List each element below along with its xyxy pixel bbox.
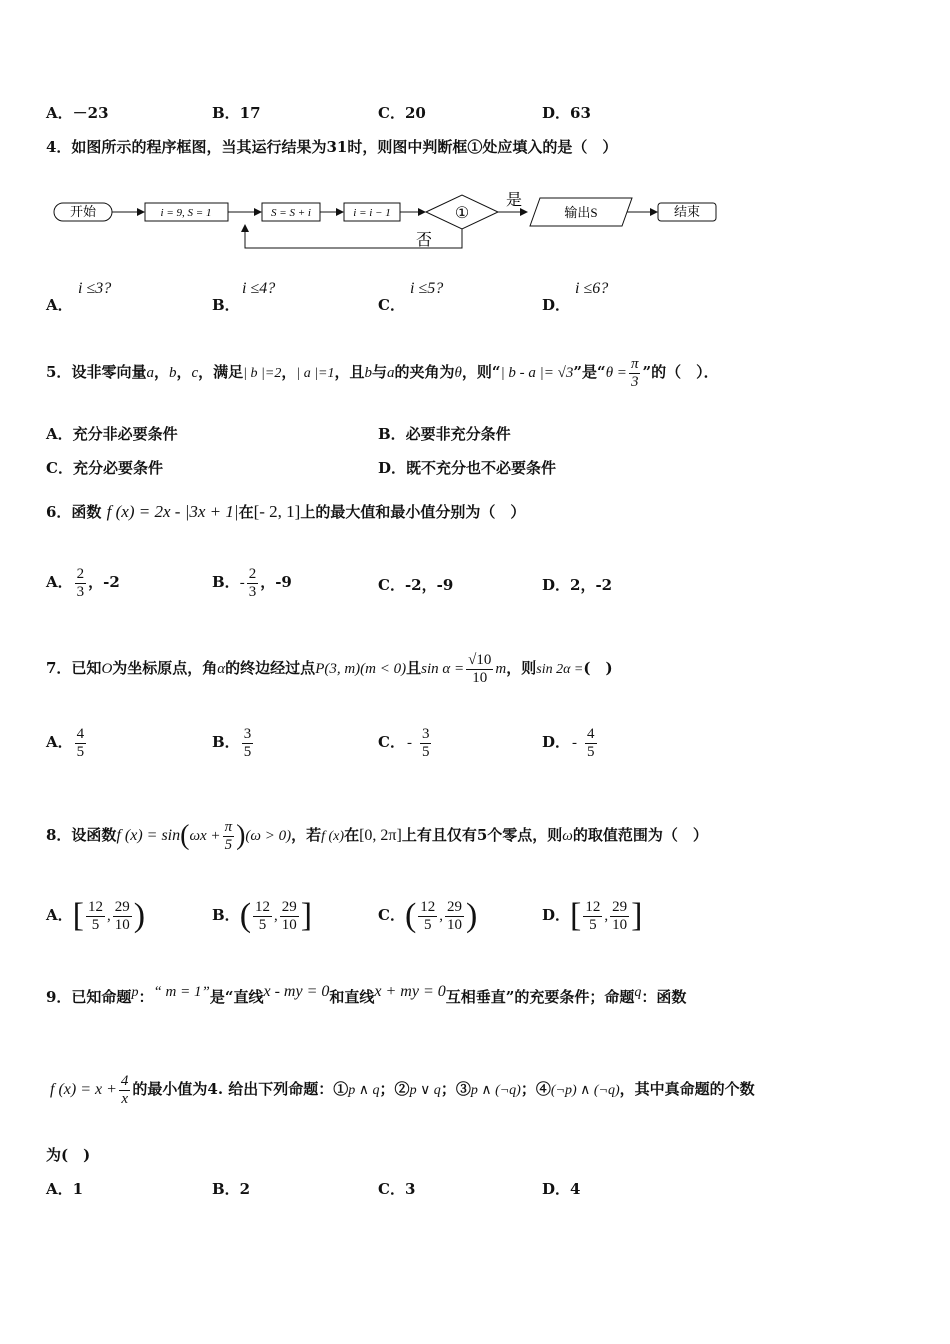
q9-option-a: A．1 bbox=[46, 1180, 84, 1198]
q9-text: ；③ bbox=[440, 1080, 471, 1098]
q5-text: ”的（ ）． bbox=[642, 363, 719, 381]
q8-interval: [0, 2π] bbox=[359, 827, 402, 844]
q7-option-d: D． - $\frac{4}{5}$ bbox=[542, 726, 595, 760]
origin-O: O bbox=[101, 661, 113, 677]
q5-text: ，则“ bbox=[461, 363, 501, 381]
q8-fx: f (x) bbox=[321, 829, 345, 844]
q5-stem: 5．设非零向量a，b，c，满足| b |=2，| a |=1，且b与a的夹角为θ，则“| b - a |= √3”是“θ = $\frac{\pi}{3}$ ”的（ ）． bbox=[46, 356, 719, 390]
fraction: $\frac{4}{5}$ bbox=[587, 726, 595, 760]
q8-stem: 8．设函数f (x) = sin(ωx + $\frac{\pi}{5}$ )(ω > 0)，若f (x)在[0, 2π]上有且仅有5个零点，则ω的取值范围为（ ） bbox=[46, 819, 708, 853]
q9-stem-line2 bbox=[50, 1054, 755, 1126]
q6-option-d: D．2，-2 bbox=[542, 576, 613, 594]
fraction: $\frac{4}{5}$ bbox=[76, 726, 85, 760]
prop-p: p bbox=[131, 985, 139, 1000]
q5-text: ”是“ bbox=[573, 363, 606, 381]
q5-vector-expr: | b - a |= √3 bbox=[500, 365, 574, 381]
q5-theta-eq: θ = bbox=[605, 365, 627, 381]
flow-yes-label: 是 bbox=[505, 192, 523, 209]
q9-option-c: C．3 bbox=[378, 1180, 416, 1198]
q5-text: ，且 bbox=[334, 363, 365, 381]
q4-option-a-expr: i ≤3? bbox=[78, 280, 112, 297]
q3-option-c: C．20 bbox=[378, 104, 426, 122]
flow-no-label: 否 bbox=[415, 232, 433, 249]
q9-text: ；④ bbox=[520, 1080, 551, 1098]
q7-option-a: A． $\frac{4}{5}$ bbox=[46, 726, 85, 760]
q9-text: 是“直线 bbox=[209, 988, 264, 1006]
q5-text: 的夹角为 bbox=[394, 363, 455, 381]
q7-text: 7．已知 bbox=[46, 659, 102, 677]
q4-option-b-label: B． bbox=[212, 296, 240, 314]
q9-text: 互相垂直”的充要条件；命题 bbox=[445, 988, 635, 1006]
q6-option-a: A． $\frac{2}{3}$ ，-2 bbox=[46, 566, 120, 600]
fraction: $\frac{3}{5}$ bbox=[243, 726, 252, 760]
q8-text: 的取值范围为（ ） bbox=[572, 826, 708, 844]
line-1: x - my = 0 bbox=[263, 983, 330, 1000]
q9-text: ： bbox=[138, 988, 154, 1006]
q4-option-c-expr: i ≤5? bbox=[410, 280, 444, 297]
omega: ω bbox=[562, 828, 573, 844]
q7-text: 且 bbox=[406, 659, 422, 677]
sin-2alpha: sin 2α = bbox=[536, 662, 584, 677]
q9-cond: “ m = 1” bbox=[153, 984, 210, 1000]
q6-text: 在 bbox=[238, 503, 254, 521]
pi-over-5: $\frac{\pi}{5}$ bbox=[224, 819, 233, 853]
vector-b: b bbox=[364, 365, 373, 381]
theta: θ bbox=[454, 365, 462, 381]
point-P: P(3, m)(m < 0) bbox=[315, 661, 407, 677]
q9-function: f (x) = x + bbox=[50, 1081, 117, 1098]
q7-text: ( ) bbox=[583, 659, 613, 677]
q7-text: 为坐标原点，角 bbox=[112, 659, 218, 677]
q4-option-d-expr: i ≤6? bbox=[575, 280, 609, 297]
q5-text: 设非零向量 bbox=[71, 363, 147, 381]
q9-text: ：函数 bbox=[641, 988, 687, 1006]
q9-expr-1: p ∧ q bbox=[348, 1083, 380, 1098]
q8-omega-cond: (ω > 0) bbox=[245, 828, 292, 844]
q6-option-c: C．-2，-9 bbox=[378, 576, 454, 594]
q9-text: 的最小值为4. 给出下列命题：① bbox=[132, 1080, 349, 1098]
line-2: x + my = 0 bbox=[374, 983, 446, 1000]
q8-text: ，若 bbox=[291, 826, 322, 844]
q3-option-d: D．63 bbox=[542, 104, 591, 122]
flow-decision-text: ① bbox=[454, 205, 470, 222]
sin-alpha: sin α = bbox=[421, 661, 465, 677]
q7-m: m bbox=[495, 661, 507, 677]
q9-option-d: D．4 bbox=[542, 1180, 581, 1198]
q5-num: 5． bbox=[46, 363, 72, 381]
q6-interval: [- 2, 1] bbox=[253, 502, 301, 521]
q4-option-a-label: A． bbox=[46, 296, 73, 314]
q7-text: 的终边经过点 bbox=[225, 659, 316, 677]
q7-option-c: C． - $\frac{3}{5}$ bbox=[378, 726, 430, 760]
flowchart bbox=[40, 185, 740, 260]
flow-init-text: i = 9, S = 1 bbox=[160, 207, 212, 219]
vector-b: b bbox=[168, 365, 177, 381]
q3-option-a: A．－23 bbox=[46, 104, 109, 122]
q5-cond-b: | b |=2 bbox=[243, 366, 282, 381]
q9-option-b: B．2 bbox=[212, 1180, 251, 1198]
q9-stem-line1 bbox=[46, 972, 686, 1017]
vector-c: c bbox=[191, 365, 199, 381]
alpha: α bbox=[217, 661, 226, 677]
q5-option-d: D．既不充分也不必要条件 bbox=[378, 459, 557, 477]
q9-stem-line3: 为( ) bbox=[46, 1146, 91, 1164]
flow-start-text: 开始 bbox=[69, 204, 97, 219]
q8-function: f (x) = sin bbox=[116, 827, 181, 844]
q4-option-b-expr: i ≤4? bbox=[242, 280, 276, 297]
q8-option-d: D．[ $\frac{12}{5}$ , $\frac{29}{10}$ ] bbox=[542, 897, 643, 934]
q9-expr-3: p ∧ (¬q) bbox=[470, 1083, 521, 1098]
q9-expr-2: p ∨ q bbox=[409, 1083, 441, 1098]
q5-text: ，满足 bbox=[198, 363, 244, 381]
q8-inner: ωx + bbox=[189, 828, 221, 844]
q7-option-b: B． $\frac{3}{5}$ bbox=[212, 726, 252, 760]
vector-a: a bbox=[146, 365, 154, 381]
flow-end-text: 结束 bbox=[673, 204, 701, 219]
q4-option-c-label: C． bbox=[378, 296, 405, 314]
q6-text: 上的最大值和最小值分别为（ ） bbox=[300, 503, 526, 521]
pi-over-3: $\frac{\pi}{3}$ bbox=[630, 356, 639, 390]
q5-option-c: C．充分必要条件 bbox=[46, 459, 163, 477]
flow-step1-text: S = S + i bbox=[271, 207, 311, 219]
q9-text: 和直线 bbox=[329, 988, 375, 1006]
four-over-x: $\frac{4}{x}$ bbox=[120, 1073, 129, 1107]
q5-option-a: A．充分非必要条件 bbox=[46, 425, 178, 443]
q6-option-b: B．- $\frac{2}{3}$ ，-9 bbox=[212, 566, 292, 600]
q4-stem: 4．如图所示的程序框图，当其运行结果为31时，则图中判断框①处应填入的是（ ） bbox=[46, 138, 618, 156]
q9-text: ，其中真命题的个数 bbox=[619, 1080, 755, 1098]
q6-stem bbox=[46, 494, 525, 530]
q7-stem bbox=[46, 636, 613, 702]
q6-text: 6．函数 bbox=[46, 503, 102, 521]
q4-option-d-label: D． bbox=[542, 296, 571, 314]
q9-expr-4: (¬p) ∧ (¬q) bbox=[550, 1083, 620, 1098]
q7-text: ，则 bbox=[506, 659, 537, 677]
fraction: $\frac{3}{5}$ bbox=[421, 726, 430, 760]
q8-text: 在 bbox=[344, 826, 360, 844]
q9-text: 9．已知命题 bbox=[46, 988, 132, 1006]
flow-output-text: 输出S bbox=[564, 205, 598, 220]
q3-option-b: B．17 bbox=[212, 104, 261, 122]
q5-text: 与 bbox=[372, 363, 388, 381]
q8-option-c: C．( $\frac{12}{5}$ , $\frac{29}{10}$ ) bbox=[378, 897, 478, 934]
q5-option-b: B．必要非充分条件 bbox=[378, 425, 511, 443]
prop-q: q bbox=[634, 985, 642, 1000]
q8-text: 8．设函数 bbox=[46, 826, 117, 844]
q5-cond-a: | a |=1 bbox=[296, 366, 335, 381]
vector-a: a bbox=[387, 365, 395, 381]
flow-step2-text: i = i − 1 bbox=[353, 207, 391, 219]
q9-text: ；② bbox=[379, 1080, 410, 1098]
q8-option-b: B．( $\frac{12}{5}$ , $\frac{29}{10}$ ] bbox=[212, 897, 313, 934]
fraction: $\frac{2}{3}$ bbox=[248, 566, 257, 600]
sqrt10-over-10: $\frac{√10}{10}$ bbox=[468, 652, 492, 686]
q6-function: f (x) = 2x - |3x + 1| bbox=[106, 502, 239, 521]
q8-option-a: A．[ $\frac{12}{5}$ , $\frac{29}{10}$ ) bbox=[46, 897, 146, 934]
fraction: $\frac{2}{3}$ bbox=[76, 566, 85, 600]
q8-text: 上有且仅有5个零点，则 bbox=[401, 826, 563, 844]
